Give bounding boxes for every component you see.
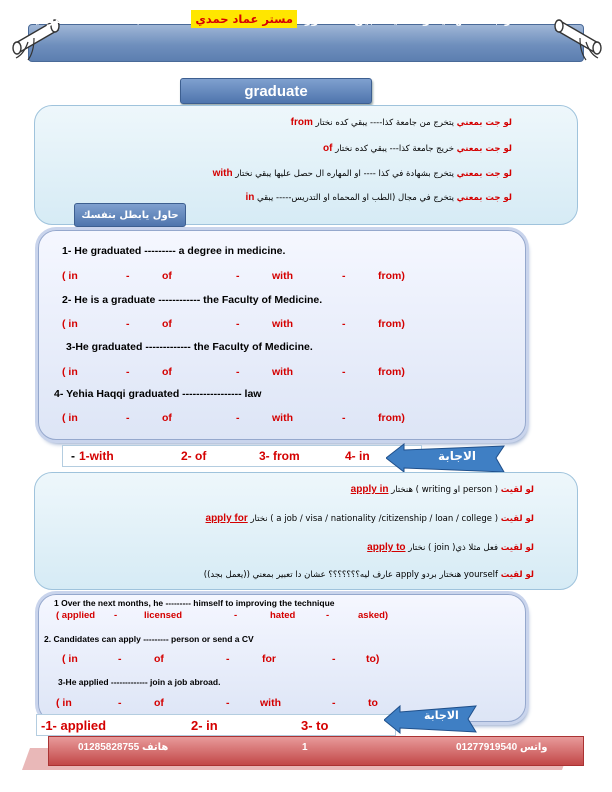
rule-of: لو جت بمعني خريج جامعة كذا--- يبقي كده نختار of	[322, 143, 512, 154]
teacher-name: مستر عماد حمدي	[191, 10, 297, 28]
options-3: ( in - of - with - from)	[62, 366, 405, 378]
apply-rule-to: لو لقيت فعل مثلا ذي( join ) نختار apply to	[367, 542, 534, 553]
answer-bar-2: -1- applied 2- in 3- to	[36, 714, 396, 736]
ex2-options-3: ( in - of - with - to	[56, 697, 378, 709]
answer-label-2: الاجابة	[424, 709, 459, 722]
header-title	[28, 0, 528, 38]
question-1: 1- He graduated --------- a degree in medicine.	[62, 245, 286, 257]
apply-rule-in: لو لقيت ( person او writing ) هنختار apply in	[350, 484, 534, 495]
rule-in: لو جت بمعني يتخرج في مجال (الطب او المحماه او التدريس----- يبقي in	[245, 192, 512, 203]
question-4: 4- Yehia Haqqi graduated ----------------- law	[54, 388, 262, 400]
rule-from: لو جت بمعني يتخرج من جامعة كذا---- يبقي كده نختار from	[290, 117, 512, 128]
options-2: ( in - of - with - from)	[62, 318, 405, 330]
ex2-options-2: ( in - of - for - to)	[62, 653, 380, 665]
ex2-question-2: 2. Candidates can apply --------- person or send a CV	[44, 634, 254, 644]
rule-with: لو جت بمعني يتخرج بشهادة في كذا ---- او المهاره ال حصل عليها يبقي نختار with	[212, 168, 512, 179]
exercise-box-1	[38, 230, 526, 440]
scroll-icon	[548, 14, 606, 62]
footer-page-number: 1	[302, 742, 308, 753]
header-title-part1: المراجعة النهائية و الفنيات بين السطور	[305, 12, 528, 26]
answer-bar-1: - 1-with 2- of 3- from 4- in	[62, 445, 422, 467]
apply-rule-yourself: لو لقيت yourself هنختار بردو apply عارف ليه؟؟؟؟؟؟؟ عشان دا تعبير بمعني ((يعمل بجد))	[203, 570, 534, 580]
apply-rule-for: لو لقيت ( a job / visa / nationality /citizenship / loan / college ) نختار apply for	[205, 513, 534, 524]
try-yourself-tab: حاول يابطل بنفسك	[74, 203, 186, 227]
question-2: 2- He is a graduate ------------ the Faculty of Medicine.	[62, 294, 323, 306]
ex2-options-1: ( applied - licensed - hated - asked)	[56, 610, 389, 621]
header-title-part2: الخطاطبة السادات المنوفية	[28, 12, 184, 26]
options-4: ( in - of - with - from)	[62, 412, 405, 424]
footer-phone: هاتف 01285828755	[78, 742, 169, 753]
ex2-question-3: 3-He applied ------------- join a job abroad.	[58, 677, 221, 687]
footer-whatsapp: واتس 01277919540	[456, 742, 548, 753]
page-title: graduate	[180, 78, 372, 104]
options-1: ( in - of - with - from)	[62, 270, 405, 282]
ex2-question-1: 1 Over the next months, he --------- himself to improving the technique	[54, 598, 335, 608]
question-3: 3-He graduated ------------- the Faculty of Medicine.	[66, 341, 313, 353]
answer-label-1: الاجابة	[438, 449, 476, 463]
